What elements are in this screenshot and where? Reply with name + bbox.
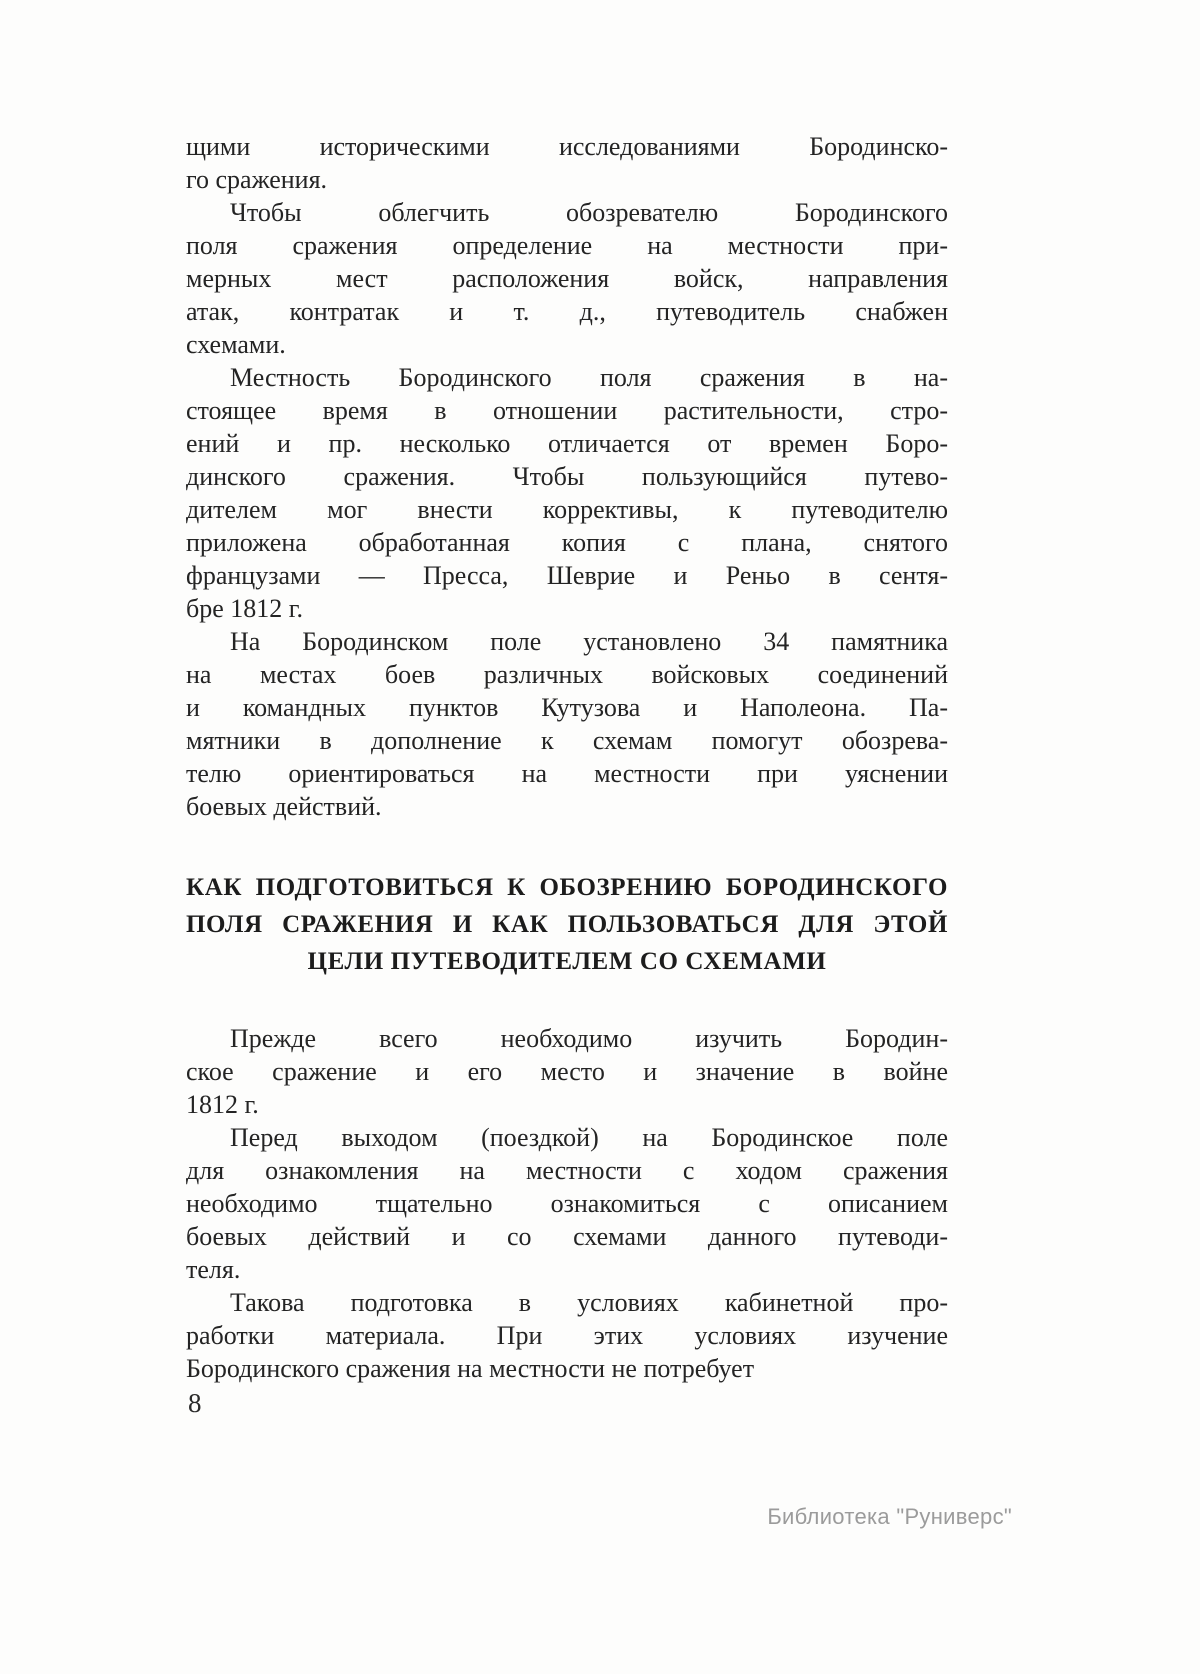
paragraph [186, 1022, 948, 1121]
text-line: щими историческими исследованиями Бородинско- [186, 132, 948, 161]
text-line: и командных пунктов Кутузова и Наполеона. Па- [186, 693, 948, 722]
heading-line: ЦЕЛИ ПУТЕВОДИТЕЛЕМ СО СХЕМАМИ [307, 948, 827, 975]
text-line: мерных мест расположения войск, направления [186, 264, 948, 293]
text-line: го сражения. [186, 165, 328, 194]
text-line: ений и пр. несколько отличается от времен Боро- [186, 429, 948, 458]
text-line: 1812 г. [186, 1090, 259, 1119]
section-heading [186, 869, 948, 980]
text-line: Местность Бородинского поля сражения в на- [230, 363, 948, 392]
text-line: французами — Пресса, Шеврие и Реньо в сентя- [186, 561, 948, 590]
page-text [186, 130, 948, 1385]
text-line: Бородинского сражения на местности не потребует [186, 1354, 755, 1383]
heading-line: ПОЛЯ СРАЖЕНИЯ И КАК ПОЛЬЗОВАТЬСЯ ДЛЯ ЭТОЙ [186, 911, 948, 938]
paragraph [186, 196, 948, 361]
text-line: На Бородинском поле установлено 34 памятника [230, 627, 948, 656]
paragraph [186, 130, 948, 196]
heading-line: КАК ПОДГОТОВИТЬСЯ К ОБОЗРЕНИЮ БОРОДИНСКОГО [186, 874, 948, 901]
text-line: Чтобы облегчить обозревателю Бородинского [230, 198, 948, 227]
text-line: стоящее время в отношении растительности, стро- [186, 396, 948, 425]
text-line: поля сражения определение на местности при- [186, 231, 948, 260]
text-line: на местах боев различных войсковых соединений [186, 660, 948, 689]
text-line: бре 1812 г. [186, 594, 303, 623]
text-line: динского сражения. Чтобы пользующийся путево- [186, 462, 948, 491]
text-line: телю ориентироваться на местности при уяснении [186, 759, 948, 788]
page-number: 8 [188, 1388, 202, 1418]
text-line: Перед выходом (поездкой) на Бородинское поле [230, 1123, 948, 1152]
text-line: атак, контратак и т. д., путеводитель снабжен [186, 297, 948, 326]
text-line: боевых действий и со схемами данного путеводи- [186, 1222, 948, 1251]
paragraph [186, 625, 948, 823]
paragraph [186, 1286, 948, 1385]
text-line: мятники в дополнение к схемам помогут обозрева- [186, 726, 948, 755]
text-line: работки материала. При этих условиях изучение [186, 1321, 948, 1350]
library-watermark: Библиотека "Руниверс" [767, 1504, 1012, 1529]
text-line: для ознакомления на местности с ходом сражения [186, 1156, 948, 1185]
text-line: необходимо тщательно ознакомиться с описанием [186, 1189, 948, 1218]
text-line: дителем мог внести коррективы, к путеводителю [186, 495, 948, 524]
paragraph [186, 1121, 948, 1286]
text-line: схемами. [186, 330, 286, 359]
text-line: боевых действий. [186, 792, 382, 821]
text-line: ское сражение и его место и значение в войне [186, 1057, 948, 1086]
text-line: теля. [186, 1255, 241, 1284]
text-line: Такова подготовка в условиях кабинетной про- [230, 1288, 948, 1317]
text-line: приложена обработанная копия с плана, снятого [186, 528, 948, 557]
text-line: Прежде всего необходимо изучить Бородин- [230, 1024, 948, 1053]
paragraph [186, 361, 948, 625]
